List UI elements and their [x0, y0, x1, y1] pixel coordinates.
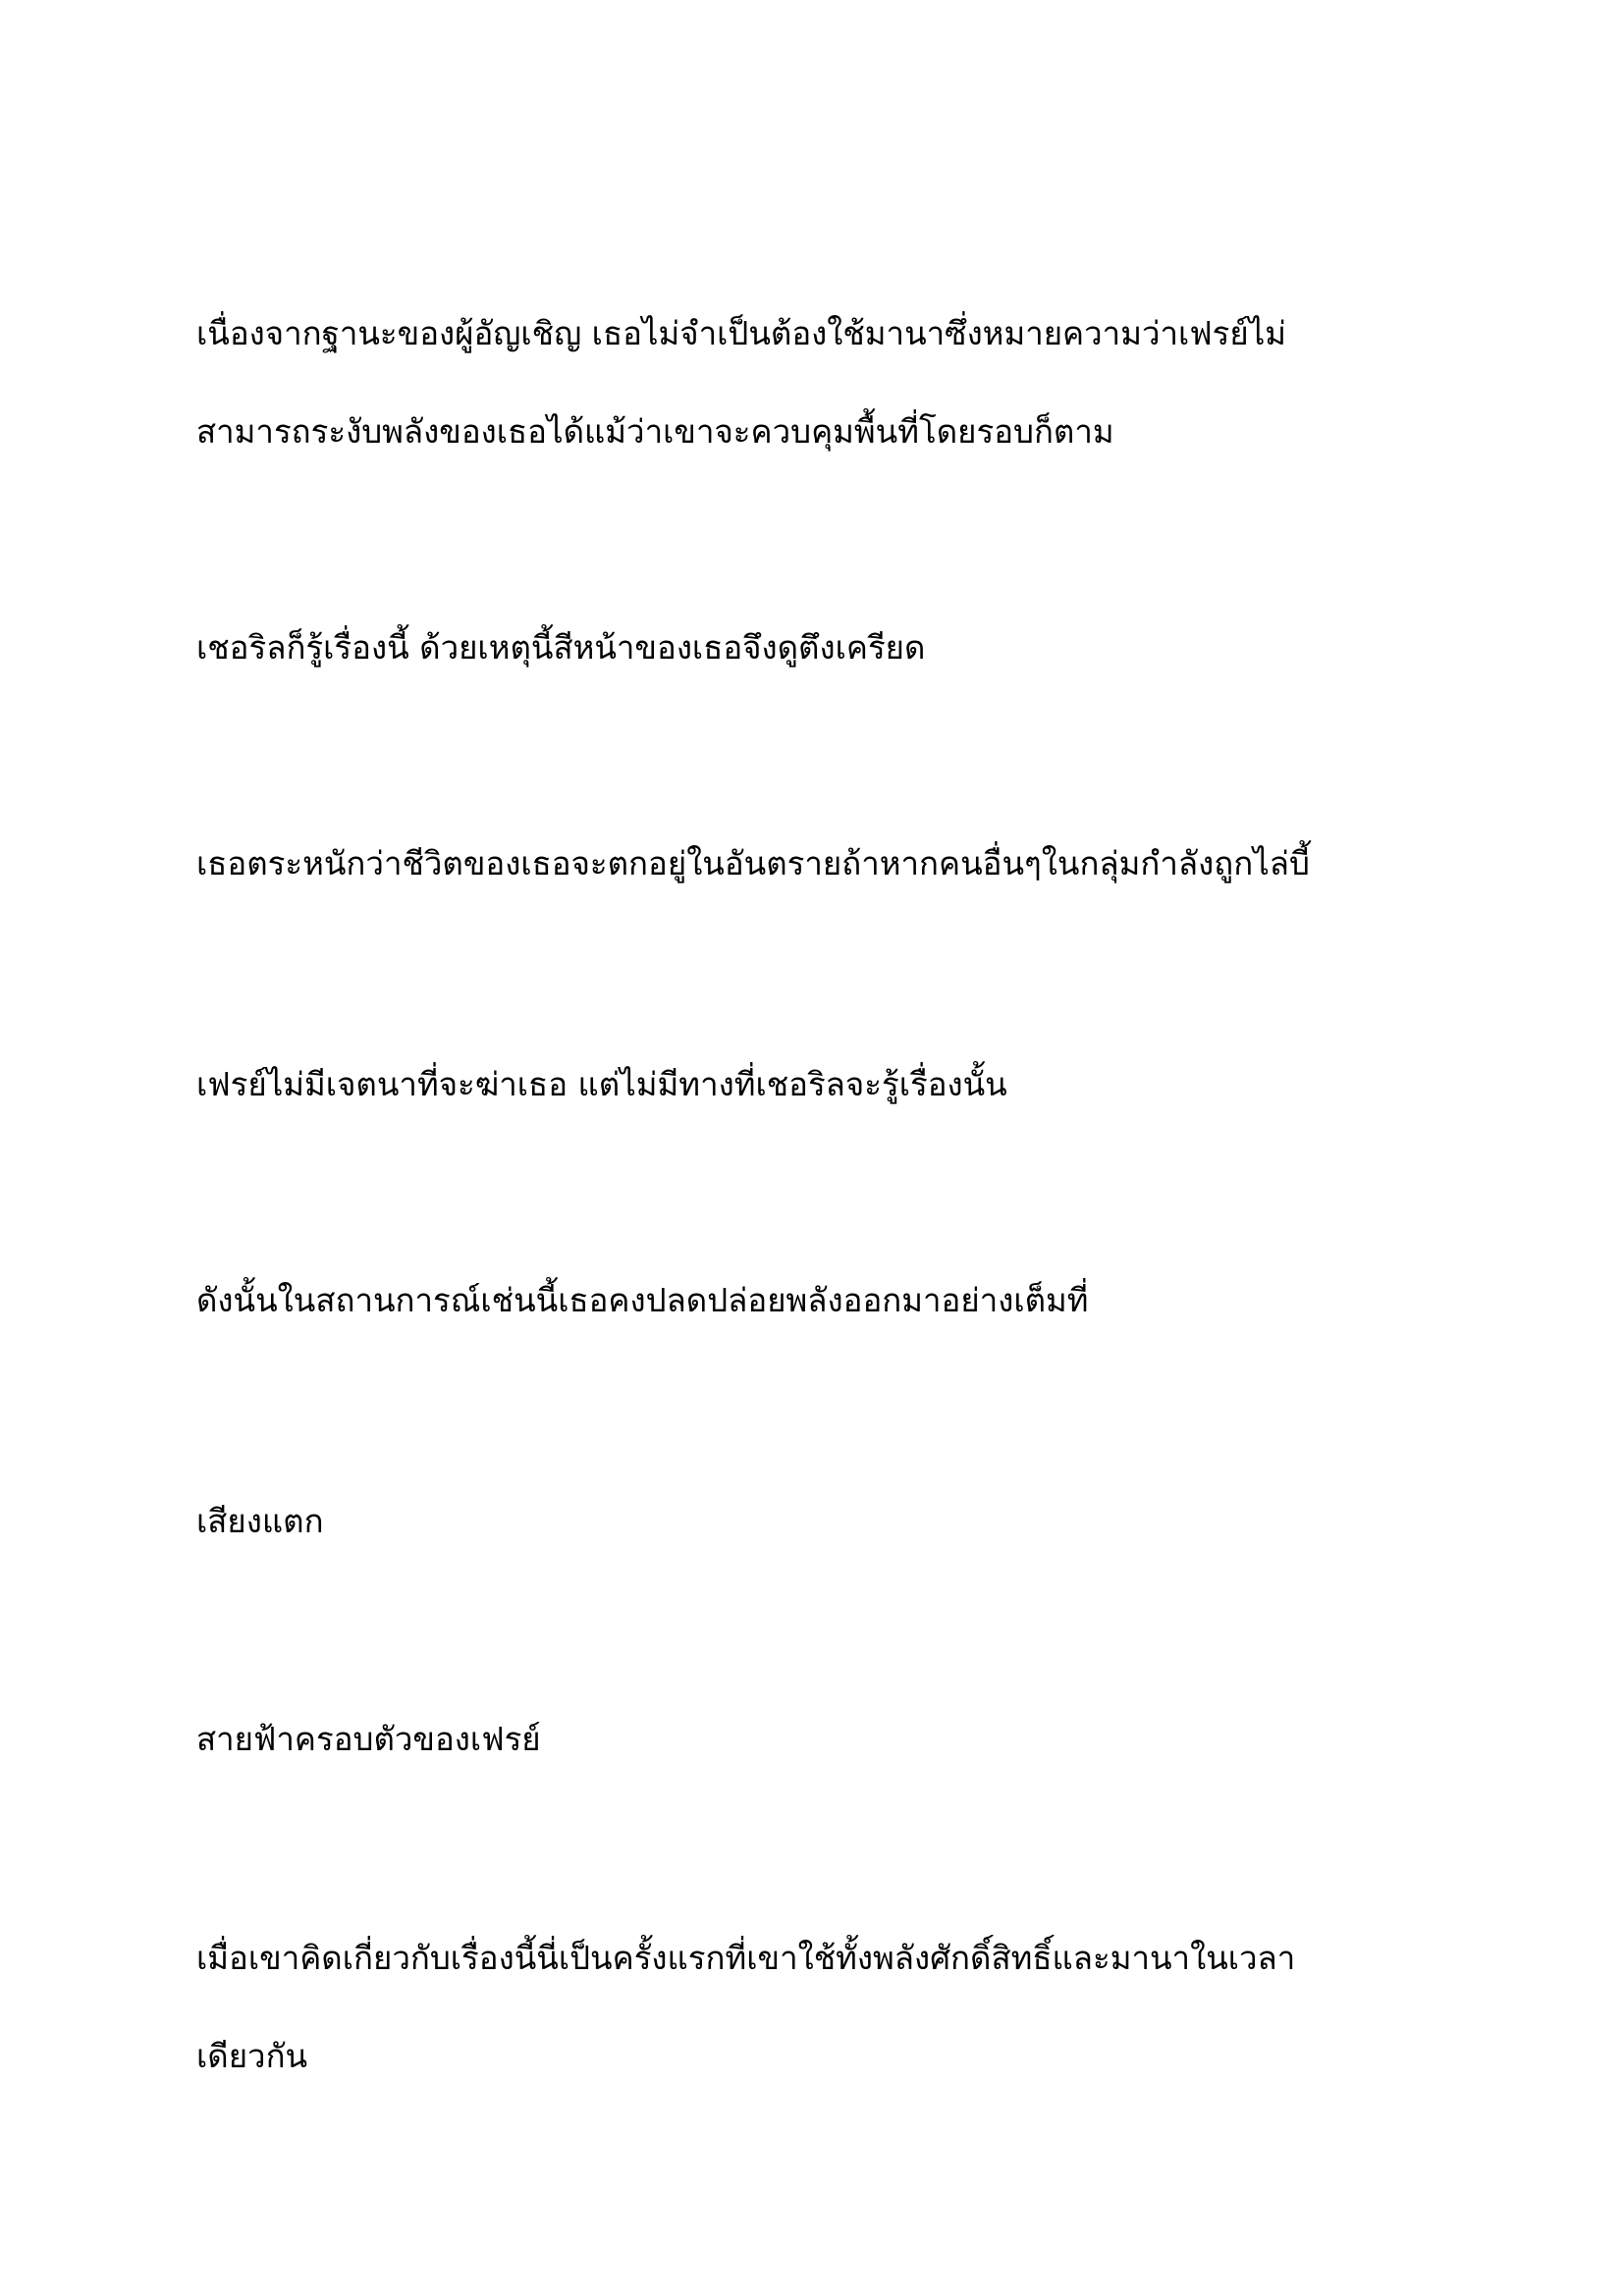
paragraph [196, 1036, 1434, 1134]
text-line: เนื่องจากฐานะของผู้อัญเชิญ เธอไม่จำเป็นต้องใช้มานาซึ่งหมายความว่าเฟรย์ไม่ [196, 314, 1287, 352]
text-line: สามารถระงับพลังของเธอได้แม้ว่าเขาจะควบคุมพื้นที่โดยรอบก็ตาม [196, 412, 1114, 451]
text-line: เชอริลก็รู้เรื่องนี้ ด้วยเหตุนี้สีหน้าของเธอจึงดูตึงเครียด [196, 628, 926, 667]
text-line: เสียงแตก [196, 1502, 324, 1540]
paragraph [196, 599, 1434, 697]
text-line: เดียวกัน [196, 2037, 308, 2075]
text-line: ดังนั้นในสถานการณ์เช่นนี้เธอคงปลดปล่อยพลังออกมาอย่างเต็มที่ [196, 1281, 1089, 1319]
text-line: เฟรย์ไม่มีเจตนาที่จะฆ่าเธอ แต่ไม่มีทางที่เชอริลจะรู้เรื่องนั้น [196, 1065, 1007, 1103]
paragraph [196, 815, 1434, 913]
paragraph [196, 1252, 1434, 1350]
text-line: เธอตระหนักว่าชีวิตของเธอจะตกอยู่ในอันตรายถ้าหากคนอื่นๆในกลุ่มกำลังถูกไล่บี้ [196, 844, 1310, 882]
paragraph [196, 1472, 1434, 1571]
text-line: เมื่อเขาคิดเกี่ยวกับเรื่องนี้นี่เป็นครั้งแรกที่เขาใช้ทั้งพลังศักดิ์สิทธิ์และมานาในเวลา [196, 1939, 1296, 1977]
paragraph [196, 1909, 1434, 2106]
paragraph [196, 285, 1434, 481]
text-line: สายฟ้าครอบตัวของเฟรย์ [196, 1720, 541, 1758]
paragraph [196, 1690, 1434, 1789]
